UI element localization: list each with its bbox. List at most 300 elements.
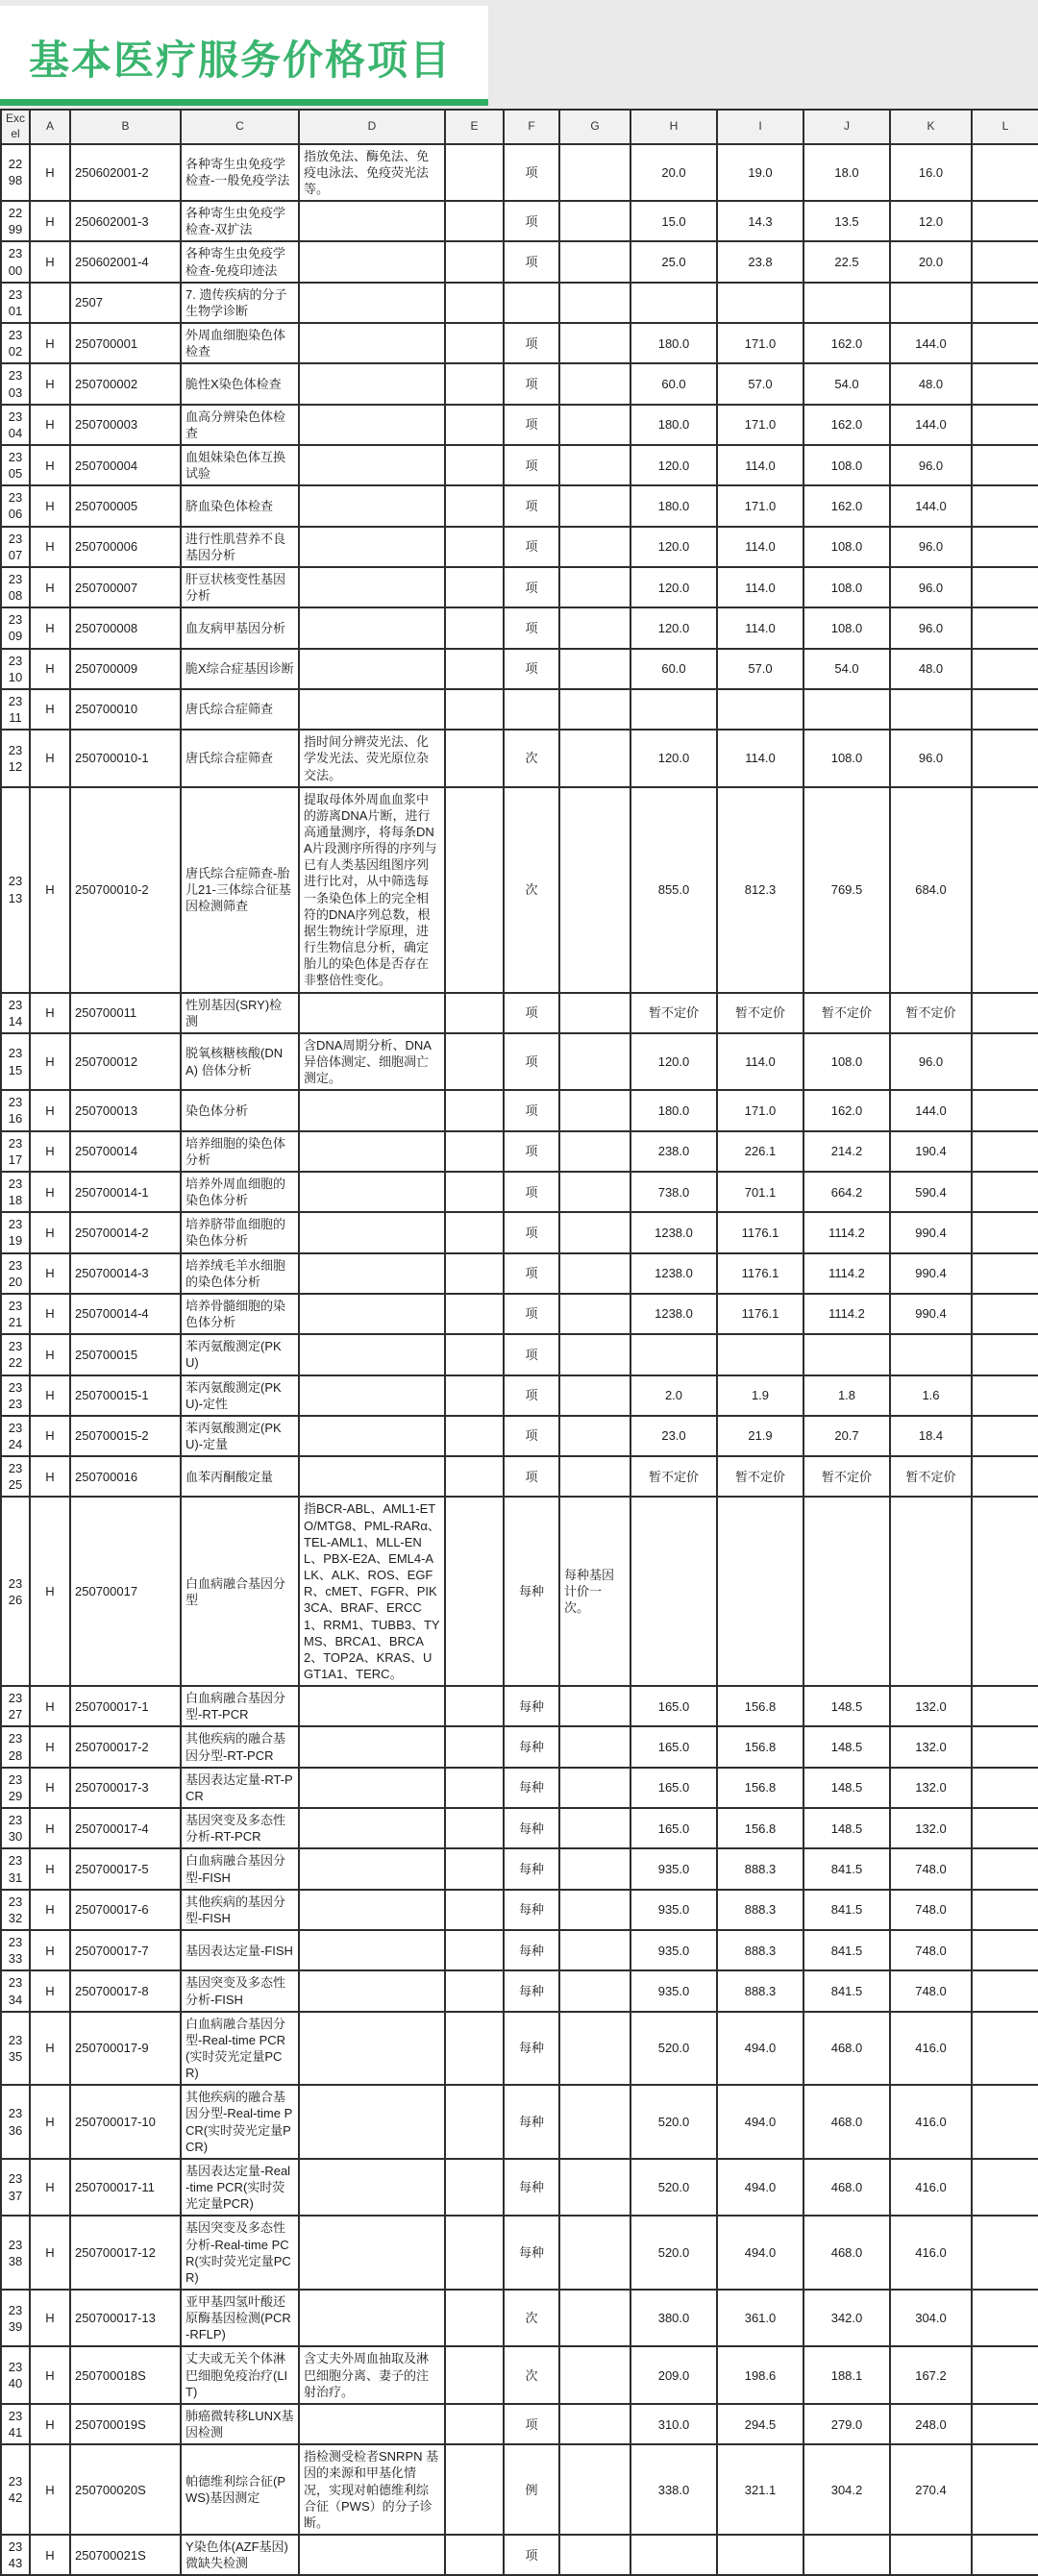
cell-2341-E[interactable]: [445, 2404, 504, 2444]
cell-2300-G[interactable]: [559, 241, 630, 282]
cell-2342-C[interactable]: 帕德维利综合征(PWS)基因测定: [181, 2444, 299, 2535]
cell-2328-D[interactable]: [299, 1726, 445, 1767]
cell-2336-L[interactable]: [972, 2085, 1038, 2159]
cell-2335-G[interactable]: [559, 2012, 630, 2086]
cell-2316-K[interactable]: 144.0: [890, 1090, 972, 1130]
cell-2307-L[interactable]: [972, 527, 1038, 567]
cell-2304-A[interactable]: H: [30, 405, 70, 445]
cell-2325-K[interactable]: 暂不定价: [890, 1456, 972, 1497]
cell-2302-L[interactable]: [972, 323, 1038, 363]
cell-2319-A[interactable]: H: [30, 1212, 70, 1252]
cell-2326-G[interactable]: 每种基因计价一次。: [559, 1497, 630, 1686]
cell-2315-K[interactable]: 96.0: [890, 1033, 972, 1090]
cell-2311-C[interactable]: 唐氏综合症筛查: [181, 689, 299, 730]
cell-2326-L[interactable]: [972, 1497, 1038, 1686]
cell-2308-E[interactable]: [445, 567, 504, 607]
cell-2322-A[interactable]: H: [30, 1334, 70, 1375]
cell-2301-N[interactable]: 2301: [1, 283, 30, 323]
cell-2315-I[interactable]: 114.0: [717, 1033, 803, 1090]
cell-2299-I[interactable]: 14.3: [717, 201, 803, 241]
cell-2320-I[interactable]: 1176.1: [717, 1253, 803, 1294]
cell-2337-I[interactable]: 494.0: [717, 2159, 803, 2216]
cell-2340-B[interactable]: 250700018S: [70, 2346, 181, 2403]
cell-2309-J[interactable]: 108.0: [803, 607, 890, 648]
cell-2343-F[interactable]: 项: [504, 2535, 559, 2575]
cell-2342-A[interactable]: H: [30, 2444, 70, 2535]
cell-2325-I[interactable]: 暂不定价: [717, 1456, 803, 1497]
cell-2314-D[interactable]: [299, 993, 445, 1033]
cell-2332-C[interactable]: 其他疾病的基因分型-FISH: [181, 1890, 299, 1930]
cell-2313-G[interactable]: [559, 787, 630, 993]
cell-2321-D[interactable]: [299, 1294, 445, 1334]
cell-2310-I[interactable]: 57.0: [717, 649, 803, 689]
cell-2325-J[interactable]: 暂不定价: [803, 1456, 890, 1497]
column-header-L[interactable]: L: [972, 110, 1038, 144]
cell-2334-L[interactable]: [972, 1970, 1038, 2011]
cell-2342-K[interactable]: 270.4: [890, 2444, 972, 2535]
cell-2327-F[interactable]: 每种: [504, 1686, 559, 1726]
cell-2341-D[interactable]: [299, 2404, 445, 2444]
cell-2306-J[interactable]: 162.0: [803, 485, 890, 526]
column-header-Excel[interactable]: Excel: [1, 110, 30, 144]
cell-2311-I[interactable]: [717, 689, 803, 730]
cell-2318-I[interactable]: 701.1: [717, 1172, 803, 1212]
cell-2334-B[interactable]: 250700017-8: [70, 1970, 181, 2011]
cell-2306-F[interactable]: 项: [504, 485, 559, 526]
cell-2323-G[interactable]: [559, 1375, 630, 1416]
cell-2301-F[interactable]: [504, 283, 559, 323]
column-header-F[interactable]: F: [504, 110, 559, 144]
cell-2335-F[interactable]: 每种: [504, 2012, 559, 2086]
cell-2302-K[interactable]: 144.0: [890, 323, 972, 363]
cell-2325-N[interactable]: 2325: [1, 1456, 30, 1497]
cell-2302-A[interactable]: H: [30, 323, 70, 363]
cell-2314-C[interactable]: 性别基因(SRY)检测: [181, 993, 299, 1033]
cell-2310-C[interactable]: 脆X综合症基因诊断: [181, 649, 299, 689]
cell-2327-E[interactable]: [445, 1686, 504, 1726]
cell-2316-D[interactable]: [299, 1090, 445, 1130]
cell-2327-J[interactable]: 148.5: [803, 1686, 890, 1726]
cell-2324-K[interactable]: 18.4: [890, 1416, 972, 1456]
cell-2298-L[interactable]: [972, 144, 1038, 201]
cell-2298-D[interactable]: 指放免法、酶免法、免疫电泳法、免疫荧光法等。: [299, 144, 445, 201]
cell-2331-H[interactable]: 935.0: [630, 1848, 717, 1889]
cell-2341-H[interactable]: 310.0: [630, 2404, 717, 2444]
cell-2328-A[interactable]: H: [30, 1726, 70, 1767]
column-header-D[interactable]: D: [299, 110, 445, 144]
cell-2326-J[interactable]: [803, 1497, 890, 1686]
cell-2322-N[interactable]: 2322: [1, 1334, 30, 1375]
cell-2305-C[interactable]: 血姐妹染色体互换试验: [181, 445, 299, 485]
cell-2303-K[interactable]: 48.0: [890, 363, 972, 404]
cell-2300-B[interactable]: 250602001-4: [70, 241, 181, 282]
cell-2308-G[interactable]: [559, 567, 630, 607]
cell-2332-D[interactable]: [299, 1890, 445, 1930]
cell-2325-F[interactable]: 项: [504, 1456, 559, 1497]
cell-2326-A[interactable]: H: [30, 1497, 70, 1686]
cell-2331-F[interactable]: 每种: [504, 1848, 559, 1889]
cell-2334-J[interactable]: 841.5: [803, 1970, 890, 2011]
cell-2330-F[interactable]: 每种: [504, 1808, 559, 1848]
cell-2311-J[interactable]: [803, 689, 890, 730]
cell-2341-A[interactable]: H: [30, 2404, 70, 2444]
cell-2316-G[interactable]: [559, 1090, 630, 1130]
cell-2309-I[interactable]: 114.0: [717, 607, 803, 648]
cell-2338-D[interactable]: [299, 2216, 445, 2290]
cell-2304-C[interactable]: 血高分辨染色体检查: [181, 405, 299, 445]
cell-2305-L[interactable]: [972, 445, 1038, 485]
cell-2334-H[interactable]: 935.0: [630, 1970, 717, 2011]
cell-2317-B[interactable]: 250700014: [70, 1131, 181, 1172]
cell-2311-F[interactable]: [504, 689, 559, 730]
cell-2326-F[interactable]: 每种: [504, 1497, 559, 1686]
cell-2308-C[interactable]: 肝豆状核变性基因分析: [181, 567, 299, 607]
cell-2311-A[interactable]: H: [30, 689, 70, 730]
cell-2303-C[interactable]: 脆性X染色体检查: [181, 363, 299, 404]
cell-2320-J[interactable]: 1114.2: [803, 1253, 890, 1294]
cell-2316-H[interactable]: 180.0: [630, 1090, 717, 1130]
cell-2335-I[interactable]: 494.0: [717, 2012, 803, 2086]
cell-2298-I[interactable]: 19.0: [717, 144, 803, 201]
cell-2330-I[interactable]: 156.8: [717, 1808, 803, 1848]
cell-2322-H[interactable]: [630, 1334, 717, 1375]
cell-2302-N[interactable]: 2302: [1, 323, 30, 363]
cell-2299-C[interactable]: 各种寄生虫免疫学检查-双扩法: [181, 201, 299, 241]
cell-2338-G[interactable]: [559, 2216, 630, 2290]
cell-2308-F[interactable]: 项: [504, 567, 559, 607]
cell-2302-G[interactable]: [559, 323, 630, 363]
cell-2312-D[interactable]: 指时间分辨荧光法、化学发光法、荧光原位杂交法。: [299, 730, 445, 786]
cell-2313-A[interactable]: H: [30, 787, 70, 993]
cell-2338-C[interactable]: 基因突变及多态性分析-Real-time PCR(实时荧光定量PCR): [181, 2216, 299, 2290]
cell-2337-B[interactable]: 250700017-11: [70, 2159, 181, 2216]
cell-2330-H[interactable]: 165.0: [630, 1808, 717, 1848]
cell-2315-E[interactable]: [445, 1033, 504, 1090]
cell-2328-L[interactable]: [972, 1726, 1038, 1767]
cell-2308-B[interactable]: 250700007: [70, 567, 181, 607]
cell-2306-B[interactable]: 250700005: [70, 485, 181, 526]
cell-2329-J[interactable]: 148.5: [803, 1768, 890, 1808]
cell-2319-N[interactable]: 2319: [1, 1212, 30, 1252]
cell-2342-F[interactable]: 例: [504, 2444, 559, 2535]
cell-2325-H[interactable]: 暂不定价: [630, 1456, 717, 1497]
cell-2323-A[interactable]: H: [30, 1375, 70, 1416]
column-header-K[interactable]: K: [890, 110, 972, 144]
cell-2326-N[interactable]: 2326: [1, 1497, 30, 1686]
cell-2314-I[interactable]: 暂不定价: [717, 993, 803, 1033]
cell-2342-I[interactable]: 321.1: [717, 2444, 803, 2535]
cell-2335-K[interactable]: 416.0: [890, 2012, 972, 2086]
cell-2318-L[interactable]: [972, 1172, 1038, 1212]
cell-2334-C[interactable]: 基因突变及多态性分析-FISH: [181, 1970, 299, 2011]
cell-2309-G[interactable]: [559, 607, 630, 648]
cell-2316-B[interactable]: 250700013: [70, 1090, 181, 1130]
cell-2339-G[interactable]: [559, 2290, 630, 2346]
cell-2338-L[interactable]: [972, 2216, 1038, 2290]
cell-2300-N[interactable]: 2300: [1, 241, 30, 282]
cell-2324-C[interactable]: 苯丙氨酸测定(PKU)-定量: [181, 1416, 299, 1456]
cell-2314-K[interactable]: 暂不定价: [890, 993, 972, 1033]
cell-2340-A[interactable]: H: [30, 2346, 70, 2403]
cell-2333-D[interactable]: [299, 1930, 445, 1970]
cell-2332-I[interactable]: 888.3: [717, 1890, 803, 1930]
cell-2303-G[interactable]: [559, 363, 630, 404]
cell-2306-N[interactable]: 2306: [1, 485, 30, 526]
cell-2326-B[interactable]: 250700017: [70, 1497, 181, 1686]
cell-2307-E[interactable]: [445, 527, 504, 567]
cell-2307-N[interactable]: 2307: [1, 527, 30, 567]
cell-2307-H[interactable]: 120.0: [630, 527, 717, 567]
cell-2343-I[interactable]: [717, 2535, 803, 2575]
cell-2306-C[interactable]: 脐血染色体检查: [181, 485, 299, 526]
cell-2325-G[interactable]: [559, 1456, 630, 1497]
cell-2334-K[interactable]: 748.0: [890, 1970, 972, 2011]
cell-2308-H[interactable]: 120.0: [630, 567, 717, 607]
cell-2310-F[interactable]: 项: [504, 649, 559, 689]
cell-2335-J[interactable]: 468.0: [803, 2012, 890, 2086]
cell-2323-D[interactable]: [299, 1375, 445, 1416]
cell-2335-E[interactable]: [445, 2012, 504, 2086]
cell-2299-K[interactable]: 12.0: [890, 201, 972, 241]
cell-2322-B[interactable]: 250700015: [70, 1334, 181, 1375]
cell-2326-D[interactable]: 指BCR-ABL、AML1-ETO/MTG8、PML-RARα、TEL-AML1、MLL-ENL、PBX-E2A、EML4-ALK、ALK、ROS、EGFR、cMET、FGFR、PIK3CA、BRAF、ERCC1、RRM1、TUBB3、TYMS、BRCA1、BRCA2、TOP2A、KRAS、UGT1A1、TERC。: [299, 1497, 445, 1686]
cell-2335-C[interactable]: 白血病融合基因分型-Real-time PCR(实时荧光定量PCR): [181, 2012, 299, 2086]
cell-2342-G[interactable]: [559, 2444, 630, 2535]
cell-2336-H[interactable]: 520.0: [630, 2085, 717, 2159]
cell-2298-F[interactable]: 项: [504, 144, 559, 201]
cell-2340-G[interactable]: [559, 2346, 630, 2403]
cell-2304-F[interactable]: 项: [504, 405, 559, 445]
cell-2309-L[interactable]: [972, 607, 1038, 648]
cell-2305-G[interactable]: [559, 445, 630, 485]
cell-2322-C[interactable]: 苯丙氨酸测定(PKU): [181, 1334, 299, 1375]
cell-2336-C[interactable]: 其他疾病的融合基因分型-Real-time PCR(实时荧光定量PCR): [181, 2085, 299, 2159]
cell-2315-B[interactable]: 250700012: [70, 1033, 181, 1090]
cell-2305-F[interactable]: 项: [504, 445, 559, 485]
cell-2320-K[interactable]: 990.4: [890, 1253, 972, 1294]
cell-2324-B[interactable]: 250700015-2: [70, 1416, 181, 1456]
cell-2317-J[interactable]: 214.2: [803, 1131, 890, 1172]
cell-2321-H[interactable]: 1238.0: [630, 1294, 717, 1334]
cell-2330-N[interactable]: 2330: [1, 1808, 30, 1848]
cell-2332-K[interactable]: 748.0: [890, 1890, 972, 1930]
cell-2300-C[interactable]: 各种寄生虫免疫学检查-免疫印迹法: [181, 241, 299, 282]
cell-2307-D[interactable]: [299, 527, 445, 567]
cell-2318-K[interactable]: 590.4: [890, 1172, 972, 1212]
cell-2331-E[interactable]: [445, 1848, 504, 1889]
cell-2321-I[interactable]: 1176.1: [717, 1294, 803, 1334]
cell-2299-H[interactable]: 15.0: [630, 201, 717, 241]
cell-2301-I[interactable]: [717, 283, 803, 323]
cell-2319-J[interactable]: 1114.2: [803, 1212, 890, 1252]
cell-2302-D[interactable]: [299, 323, 445, 363]
cell-2301-A[interactable]: [30, 283, 70, 323]
cell-2305-B[interactable]: 250700004: [70, 445, 181, 485]
cell-2343-H[interactable]: [630, 2535, 717, 2575]
cell-2298-E[interactable]: [445, 144, 504, 201]
cell-2336-E[interactable]: [445, 2085, 504, 2159]
cell-2302-F[interactable]: 项: [504, 323, 559, 363]
cell-2320-F[interactable]: 项: [504, 1253, 559, 1294]
cell-2314-L[interactable]: [972, 993, 1038, 1033]
cell-2323-F[interactable]: 项: [504, 1375, 559, 1416]
cell-2321-N[interactable]: 2321: [1, 1294, 30, 1334]
cell-2306-H[interactable]: 180.0: [630, 485, 717, 526]
cell-2298-N[interactable]: 2298: [1, 144, 30, 201]
cell-2314-F[interactable]: 项: [504, 993, 559, 1033]
cell-2335-B[interactable]: 250700017-9: [70, 2012, 181, 2086]
cell-2332-L[interactable]: [972, 1890, 1038, 1930]
cell-2324-H[interactable]: 23.0: [630, 1416, 717, 1456]
cell-2334-G[interactable]: [559, 1970, 630, 2011]
cell-2328-J[interactable]: 148.5: [803, 1726, 890, 1767]
cell-2323-B[interactable]: 250700015-1: [70, 1375, 181, 1416]
cell-2334-D[interactable]: [299, 1970, 445, 2011]
cell-2307-A[interactable]: H: [30, 527, 70, 567]
cell-2320-A[interactable]: H: [30, 1253, 70, 1294]
cell-2327-H[interactable]: 165.0: [630, 1686, 717, 1726]
cell-2337-L[interactable]: [972, 2159, 1038, 2216]
cell-2320-N[interactable]: 2320: [1, 1253, 30, 1294]
cell-2324-J[interactable]: 20.7: [803, 1416, 890, 1456]
cell-2321-C[interactable]: 培养骨髓细胞的染色体分析: [181, 1294, 299, 1334]
cell-2312-A[interactable]: H: [30, 730, 70, 786]
cell-2304-L[interactable]: [972, 405, 1038, 445]
cell-2301-H[interactable]: [630, 283, 717, 323]
cell-2328-E[interactable]: [445, 1726, 504, 1767]
cell-2312-L[interactable]: [972, 730, 1038, 786]
cell-2311-B[interactable]: 250700010: [70, 689, 181, 730]
cell-2310-L[interactable]: [972, 649, 1038, 689]
cell-2302-J[interactable]: 162.0: [803, 323, 890, 363]
cell-2300-D[interactable]: [299, 241, 445, 282]
cell-2322-F[interactable]: 项: [504, 1334, 559, 1375]
cell-2305-K[interactable]: 96.0: [890, 445, 972, 485]
cell-2310-B[interactable]: 250700009: [70, 649, 181, 689]
cell-2309-D[interactable]: [299, 607, 445, 648]
cell-2332-E[interactable]: [445, 1890, 504, 1930]
cell-2330-J[interactable]: 148.5: [803, 1808, 890, 1848]
cell-2329-L[interactable]: [972, 1768, 1038, 1808]
cell-2301-K[interactable]: [890, 283, 972, 323]
cell-2341-K[interactable]: 248.0: [890, 2404, 972, 2444]
cell-2319-K[interactable]: 990.4: [890, 1212, 972, 1252]
cell-2338-H[interactable]: 520.0: [630, 2216, 717, 2290]
cell-2300-A[interactable]: H: [30, 241, 70, 282]
cell-2317-C[interactable]: 培养细胞的染色体分析: [181, 1131, 299, 1172]
cell-2343-A[interactable]: H: [30, 2535, 70, 2575]
cell-2342-E[interactable]: [445, 2444, 504, 2535]
cell-2308-K[interactable]: 96.0: [890, 567, 972, 607]
cell-2333-F[interactable]: 每种: [504, 1930, 559, 1970]
cell-2317-K[interactable]: 190.4: [890, 1131, 972, 1172]
cell-2313-H[interactable]: 855.0: [630, 787, 717, 993]
cell-2312-N[interactable]: 2312: [1, 730, 30, 786]
cell-2319-D[interactable]: [299, 1212, 445, 1252]
cell-2342-B[interactable]: 250700020S: [70, 2444, 181, 2535]
cell-2321-L[interactable]: [972, 1294, 1038, 1334]
cell-2336-G[interactable]: [559, 2085, 630, 2159]
cell-2322-I[interactable]: [717, 1334, 803, 1375]
cell-2301-D[interactable]: [299, 283, 445, 323]
cell-2331-G[interactable]: [559, 1848, 630, 1889]
cell-2330-C[interactable]: 基因突变及多态性分析-RT-PCR: [181, 1808, 299, 1848]
cell-2317-L[interactable]: [972, 1131, 1038, 1172]
cell-2339-J[interactable]: 342.0: [803, 2290, 890, 2346]
cell-2321-B[interactable]: 250700014-4: [70, 1294, 181, 1334]
cell-2337-N[interactable]: 2337: [1, 2159, 30, 2216]
cell-2302-I[interactable]: 171.0: [717, 323, 803, 363]
cell-2322-D[interactable]: [299, 1334, 445, 1375]
cell-2339-A[interactable]: H: [30, 2290, 70, 2346]
cell-2301-B[interactable]: 2507: [70, 283, 181, 323]
cell-2320-D[interactable]: [299, 1253, 445, 1294]
cell-2306-A[interactable]: H: [30, 485, 70, 526]
cell-2317-G[interactable]: [559, 1131, 630, 1172]
cell-2324-F[interactable]: 项: [504, 1416, 559, 1456]
column-header-G[interactable]: G: [559, 110, 630, 144]
cell-2337-H[interactable]: 520.0: [630, 2159, 717, 2216]
cell-2304-N[interactable]: 2304: [1, 405, 30, 445]
cell-2329-K[interactable]: 132.0: [890, 1768, 972, 1808]
cell-2334-A[interactable]: H: [30, 1970, 70, 2011]
cell-2310-E[interactable]: [445, 649, 504, 689]
cell-2341-I[interactable]: 294.5: [717, 2404, 803, 2444]
cell-2319-B[interactable]: 250700014-2: [70, 1212, 181, 1252]
cell-2329-E[interactable]: [445, 1768, 504, 1808]
cell-2305-D[interactable]: [299, 445, 445, 485]
cell-2337-A[interactable]: H: [30, 2159, 70, 2216]
cell-2327-A[interactable]: H: [30, 1686, 70, 1726]
cell-2319-I[interactable]: 1176.1: [717, 1212, 803, 1252]
cell-2303-B[interactable]: 250700002: [70, 363, 181, 404]
cell-2331-D[interactable]: [299, 1848, 445, 1889]
cell-2321-J[interactable]: 1114.2: [803, 1294, 890, 1334]
cell-2324-I[interactable]: 21.9: [717, 1416, 803, 1456]
cell-2305-H[interactable]: 120.0: [630, 445, 717, 485]
cell-2327-D[interactable]: [299, 1686, 445, 1726]
cell-2325-D[interactable]: [299, 1456, 445, 1497]
cell-2321-G[interactable]: [559, 1294, 630, 1334]
cell-2338-J[interactable]: 468.0: [803, 2216, 890, 2290]
cell-2339-K[interactable]: 304.0: [890, 2290, 972, 2346]
cell-2321-F[interactable]: 项: [504, 1294, 559, 1334]
cell-2306-E[interactable]: [445, 485, 504, 526]
cell-2335-L[interactable]: [972, 2012, 1038, 2086]
cell-2317-I[interactable]: 226.1: [717, 1131, 803, 1172]
cell-2335-A[interactable]: H: [30, 2012, 70, 2086]
cell-2299-B[interactable]: 250602001-3: [70, 201, 181, 241]
cell-2333-I[interactable]: 888.3: [717, 1930, 803, 1970]
cell-2316-A[interactable]: H: [30, 1090, 70, 1130]
cell-2328-I[interactable]: 156.8: [717, 1726, 803, 1767]
cell-2342-L[interactable]: [972, 2444, 1038, 2535]
cell-2311-N[interactable]: 2311: [1, 689, 30, 730]
cell-2307-I[interactable]: 114.0: [717, 527, 803, 567]
cell-2309-C[interactable]: 血友病甲基因分析: [181, 607, 299, 648]
cell-2342-J[interactable]: 304.2: [803, 2444, 890, 2535]
cell-2307-B[interactable]: 250700006: [70, 527, 181, 567]
cell-2338-I[interactable]: 494.0: [717, 2216, 803, 2290]
cell-2305-J[interactable]: 108.0: [803, 445, 890, 485]
cell-2330-L[interactable]: [972, 1808, 1038, 1848]
cell-2303-A[interactable]: H: [30, 363, 70, 404]
cell-2304-D[interactable]: [299, 405, 445, 445]
cell-2304-I[interactable]: 171.0: [717, 405, 803, 445]
cell-2304-B[interactable]: 250700003: [70, 405, 181, 445]
cell-2331-N[interactable]: 2331: [1, 1848, 30, 1889]
cell-2339-D[interactable]: [299, 2290, 445, 2346]
